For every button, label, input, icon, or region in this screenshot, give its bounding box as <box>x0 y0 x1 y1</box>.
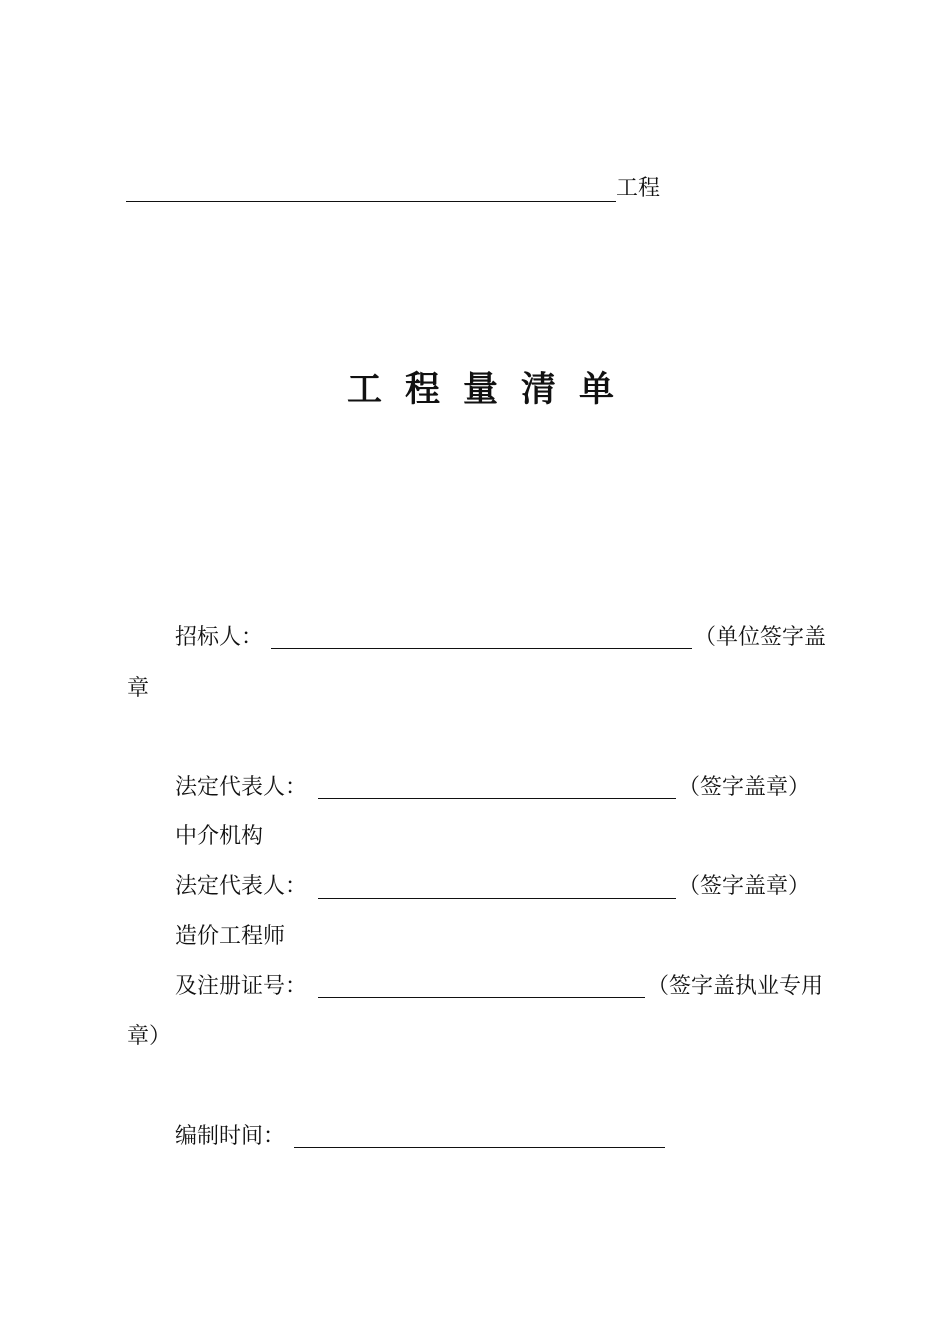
project-name-line[interactable] <box>126 201 616 202</box>
legal-rep-2-line[interactable] <box>318 898 676 899</box>
tenderer-line[interactable] <box>271 648 692 649</box>
compile-time-label: 编制时间： <box>175 1124 286 1149</box>
registration-line[interactable] <box>318 997 645 998</box>
legal-rep-1-line[interactable] <box>318 798 676 799</box>
cost-engineer-label: 造价工程师 <box>175 924 286 949</box>
legal-rep-2-note: （签字盖章） <box>678 874 811 899</box>
compile-time-line[interactable] <box>294 1147 665 1148</box>
legal-rep-2-label: 法定代表人： <box>175 874 308 899</box>
legal-rep-1-note: （签字盖章） <box>678 775 811 800</box>
registration-note: （签字盖执业专用 <box>647 974 824 999</box>
agency-label: 中介机构 <box>175 824 264 849</box>
registration-label: 及注册证号： <box>175 974 308 999</box>
tenderer-note: （单位签字盖 <box>694 625 827 650</box>
project-suffix: 工程 <box>616 176 661 201</box>
registration-note-wrap: 章） <box>127 1024 172 1049</box>
tenderer-label: 招标人： <box>175 625 264 650</box>
legal-rep-1-label: 法定代表人： <box>175 775 308 800</box>
tenderer-note-wrap: 章 <box>127 676 150 701</box>
document-title: 工程量清单 <box>347 370 638 410</box>
